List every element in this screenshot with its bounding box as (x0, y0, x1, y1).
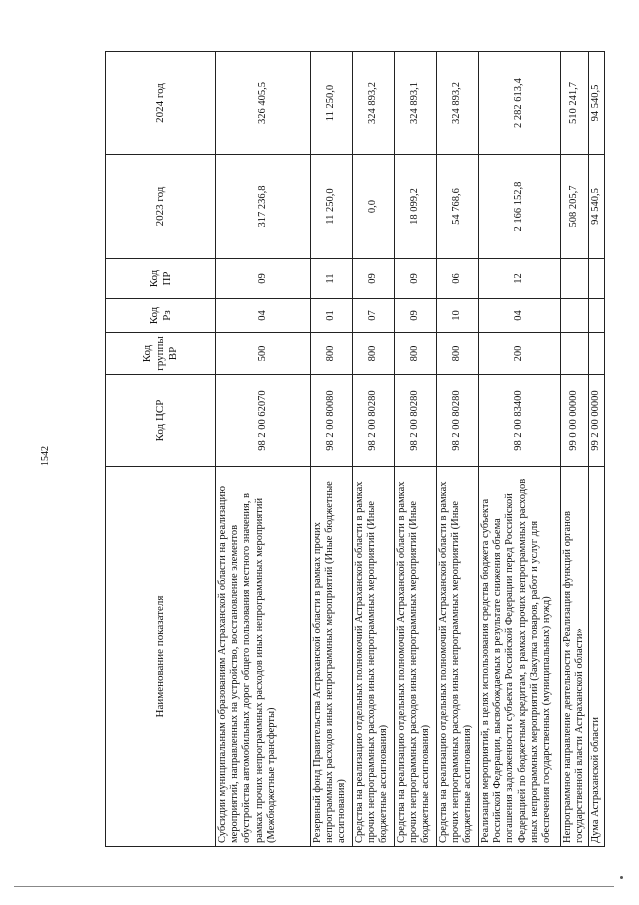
row-pr: 09 (216, 259, 311, 299)
row-name: Резервный фонд Правительства Астраханской области в рамках прочих непрограммных расходов иных непрограммных мероприятий (Иные бюджетные ассигнования) (311, 467, 353, 847)
rotated-table-container (105, 52, 602, 847)
row-2024: 324 893,2 (437, 52, 479, 155)
row-2024: 11 250,0 (311, 52, 353, 155)
row-name: Средства на реализацию отдельных полномочий Астраханской области в рамках прочих непрограммных расходов иных непрограммных мероприятий (Иные бюджетные ассигнования) (395, 467, 437, 847)
row-name: Средства на реализацию отдельных полномочий Астраханской области в рамках прочих непрограммных расходов иных непрограммных мероприятий (Иные бюджетные ассигнования) (437, 467, 479, 847)
row-2023: 508 205,7 (561, 155, 589, 259)
table-row (216, 52, 311, 847)
row-csr: 99 2 00 00000 (589, 375, 605, 467)
row-pr: 09 (395, 259, 437, 299)
row-vr: 800 (395, 333, 437, 375)
row-csr: 99 0 00 00000 (561, 375, 589, 467)
row-vr (561, 333, 589, 375)
row-name: Реализация мероприятий, в целях использования средства бюджета субъекта Российской Федерации, высвобождаемых в результате снижения объема погашения задолженности субъекта Российской Федерации перед Российской Федерацией по бюджетным кредитам, в рамках прочих непрограммных расходов иных непрограммных мероприятий (Закупка товаров, работ и услуг для обеспечения государственных (муниципальных) нужд) (479, 467, 561, 847)
row-2023: 2 166 152,8 (479, 155, 561, 259)
footer-rule (14, 886, 614, 887)
row-csr: 98 2 00 83400 (479, 375, 561, 467)
row-pr (589, 259, 605, 299)
row-vr (589, 333, 605, 375)
header-rz: Код Рз (106, 299, 216, 333)
row-2024: 2 282 613,4 (479, 52, 561, 155)
row-2023: 317 236,8 (216, 155, 311, 259)
row-rz: 10 (437, 299, 479, 333)
row-2023: 18 099,2 (395, 155, 437, 259)
table-row (589, 52, 605, 847)
table-row (561, 52, 589, 847)
row-csr: 98 2 00 62070 (216, 375, 311, 467)
row-rz (589, 299, 605, 333)
row-csr: 98 2 00 80080 (311, 375, 353, 467)
table-row (479, 52, 561, 847)
row-2023: 0,0 (353, 155, 395, 259)
header-csr: Код ЦСР (106, 375, 216, 467)
row-2024: 510 241,7 (561, 52, 589, 155)
header-2024: 2024 год (106, 52, 216, 155)
header-2023: 2023 год (106, 155, 216, 259)
row-pr: 09 (353, 259, 395, 299)
table-row (311, 52, 353, 847)
row-rz: 04 (479, 299, 561, 333)
row-2024: 324 893,1 (395, 52, 437, 155)
row-2024: 94 540,5 (589, 52, 605, 155)
row-pr: 06 (437, 259, 479, 299)
row-vr: 800 (437, 333, 479, 375)
header-vr: Код группы ВР (106, 333, 216, 375)
row-2024: 326 405,5 (216, 52, 311, 155)
row-vr: 200 (479, 333, 561, 375)
row-2024: 324 893,2 (353, 52, 395, 155)
row-2023: 94 540,5 (589, 155, 605, 259)
row-vr: 800 (311, 333, 353, 375)
row-2023: 54 768,6 (437, 155, 479, 259)
row-name: Непрограммное направление деятельности «Реализация функций органов государственной власти Астраханской области» (561, 467, 589, 847)
page-number: 1542 (40, 446, 51, 466)
row-vr: 800 (353, 333, 395, 375)
budget-table (105, 51, 605, 847)
row-pr: 11 (311, 259, 353, 299)
row-rz: 04 (216, 299, 311, 333)
row-name: Средства на реализацию отдельных полномочий Астраханской области в рамках прочих непрограммных расходов иных непрограммных мероприятий (Иные бюджетные ассигнования) (353, 467, 395, 847)
row-csr: 98 2 00 80280 (395, 375, 437, 467)
row-pr (561, 259, 589, 299)
header-pr: Код ПР (106, 259, 216, 299)
row-rz: 07 (353, 299, 395, 333)
row-csr: 98 2 00 80280 (353, 375, 395, 467)
row-name: Дума Астраханской области (589, 467, 605, 847)
table-row (353, 52, 395, 847)
row-rz: 09 (395, 299, 437, 333)
table-header-row (106, 52, 216, 847)
table-row (437, 52, 479, 847)
row-vr: 500 (216, 333, 311, 375)
scan-artifact-dot (620, 876, 623, 879)
row-2023: 11 250,0 (311, 155, 353, 259)
row-rz: 01 (311, 299, 353, 333)
row-csr: 98 2 00 80280 (437, 375, 479, 467)
table-row (395, 52, 437, 847)
header-name: Наименование показателя (106, 467, 216, 847)
row-name: Субсидии муниципальным образованиям Астраханской области на реализацию мероприятий, направленных на устройство, восстановление элементов обустройства автомобильных дорог общего пользования местного значения, в рамках прочих непрограммных расходов иных непрограммных мероприятий (Межбюджетные трансферты) (216, 467, 311, 847)
rotated-table-wrapper (105, 52, 602, 847)
row-rz (561, 299, 589, 333)
row-pr: 12 (479, 259, 561, 299)
